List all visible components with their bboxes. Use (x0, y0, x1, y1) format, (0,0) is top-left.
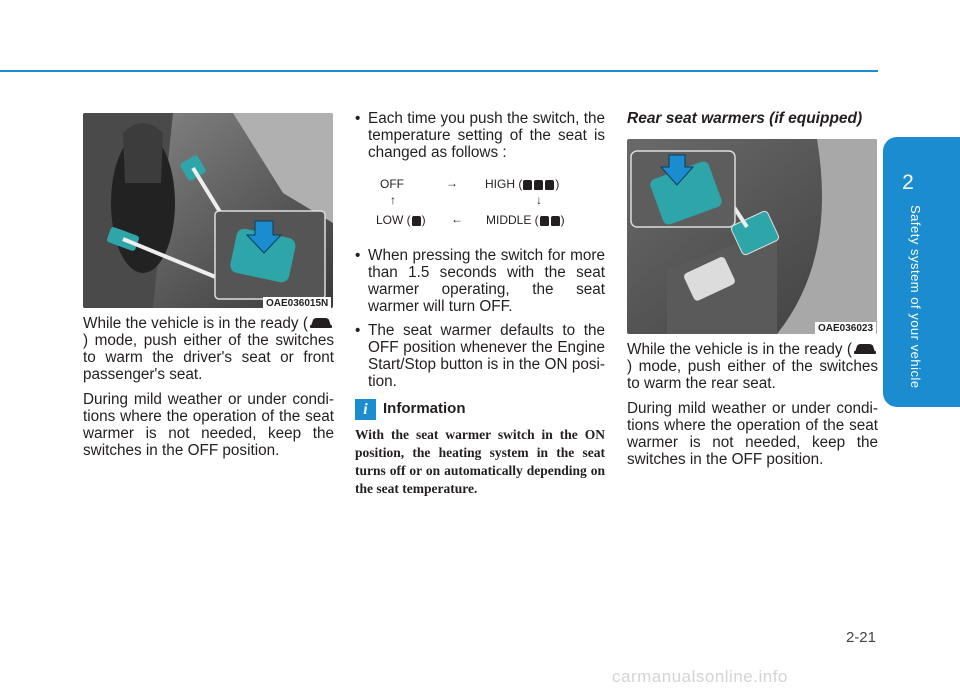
seq-off: OFF (380, 177, 404, 191)
rear-seat-warmer-photo (627, 139, 877, 334)
right-column-text (627, 341, 878, 476)
middle-level-icon (539, 215, 561, 229)
watermark-text: carmanualsonline.info (612, 667, 788, 686)
seq-arrow-down: ↓ (536, 193, 542, 207)
information-text: With the seat warmer switch in the ON position, the heating system in the seat turns off or on automatically depending on the seat temperature. (355, 427, 605, 496)
seq-arrow-left: ← (451, 212, 463, 226)
bullet-temperature-cycle: • Each time you push the switch, the temperature setting of the seat is changed as follows : (355, 110, 605, 161)
seq-arrow-up: ↑ (390, 193, 396, 207)
temperature-sequence (370, 173, 610, 233)
right-paragraph-1: While the vehicle is in the ready () mode, push either of the switches to warm the rear seat. (627, 341, 878, 392)
chapter-side-tab[interactable] (883, 137, 960, 407)
left-paragraph-1: While the vehicle is in the ready () mode, push either of the switches to warm the driver's seat or front passenger's seat. (83, 315, 334, 383)
vehicle-ready-icon (308, 316, 334, 330)
page-number: 2-21 (845, 629, 876, 646)
low-level-icon (411, 215, 422, 229)
front-seat-warmer-photo (83, 113, 333, 308)
bullet-default-off: • The seat warmer defaults to the OFF position whenever the Engine Start/Stop button is in the ON posi-tion. (355, 322, 605, 390)
information-icon: i (355, 399, 376, 420)
seq-low: LOW ( ) (376, 213, 426, 227)
chapter-title: Safety system of your vehicle (908, 205, 923, 389)
vehicle-ready-icon (852, 342, 878, 356)
chapter-number: 2 (902, 171, 914, 194)
top-rule (0, 70, 878, 72)
left-photo-caption: OAE036015N (263, 297, 331, 311)
seq-high: HIGH ( ) (485, 177, 560, 191)
information-title: Information (383, 400, 466, 417)
high-level-icon (522, 179, 555, 193)
middle-bullets-bottom (355, 247, 605, 397)
right-photo-caption: OAE036023 (815, 322, 876, 336)
left-paragraph-2: During mild weather or under condi-tions where the operation of the seat warmer is not needed, keep the switches in the OFF position. (83, 391, 334, 459)
rear-seat-warmers-heading: Rear seat warmers (if equipped) (627, 110, 863, 127)
bullet-long-press: • When pressing the switch for more than 1.5 seconds with the seat warmer operating, the seat warmer will turn OFF. (355, 247, 605, 315)
right-paragraph-2: During mild weather or under condi-tions where the operation of the seat warmer is not needed, keep the switches in the OFF position. (627, 400, 878, 468)
seq-arrow-right: → (446, 176, 458, 190)
seq-middle: MIDDLE ( ) (486, 213, 565, 227)
middle-bullets-top (355, 110, 605, 168)
left-column-text (83, 315, 334, 467)
